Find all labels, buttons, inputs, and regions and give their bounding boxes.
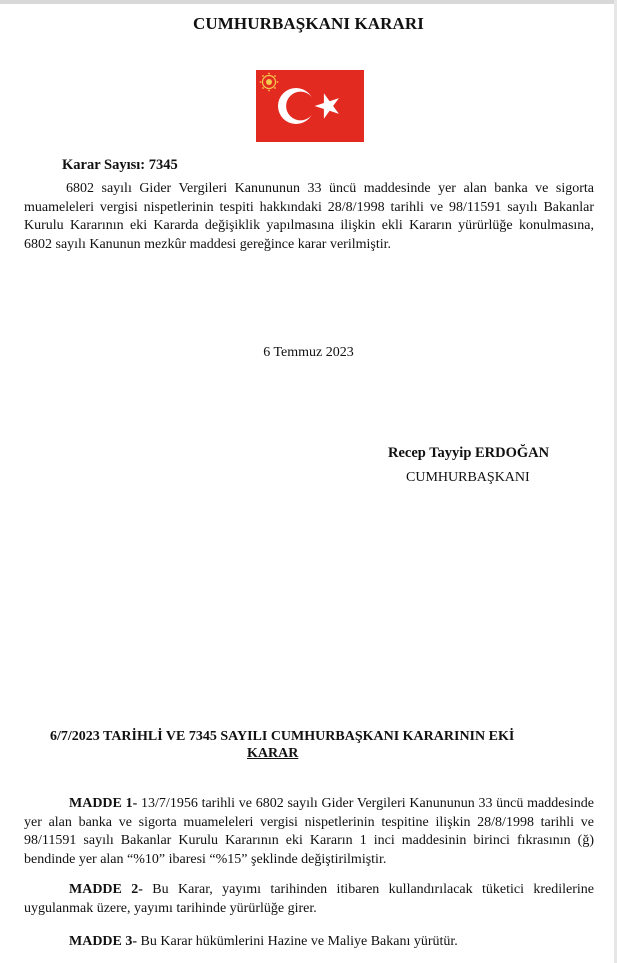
annex-heading-line2: KARAR (247, 746, 299, 761)
signer-title: CUMHURBAŞKANI (406, 470, 530, 485)
article-1 (24, 795, 594, 869)
decision-number: Karar Sayısı: 7345 (62, 157, 178, 173)
article-1-text: 13/7/1956 tarihli ve 6802 sayılı Gider Vergileri Kanununun 33 üncü maddesinde yer alan banka ve sigorta muameleleri vergisi nispetlerinin tespitine ilişkin 28/8/1998 tarihli ve 98/11591 sayılı Bakanlar Kurulu Kararının eki Kararın 1 inci maddesinin birinci fıkrasının (ğ) bendinde yer alan “%10” ibaresi “%15” şeklinde değiştirilmiştir. (24, 796, 595, 867)
page-top-edge (0, 0, 617, 4)
article-2-text: Bu Karar, yayımı tarihinden itibaren kullandırılacak tüketici kredilerine uygulanmak üzere, yayımı tarihinde yürürlüğe girer. (24, 882, 595, 916)
turkish-flag-icon (256, 70, 364, 142)
article-2-label: MADDE 2- (69, 882, 143, 897)
article-3-label: MADDE 3- (69, 934, 138, 949)
document-title: CUMHURBAŞKANI KARARI (192, 14, 425, 33)
article-2 (24, 881, 594, 918)
article-1-label: MADDE 1- (69, 796, 138, 811)
signer-name: Recep Tayyip ERDOĞAN (388, 445, 550, 461)
presidential-seal-icon (260, 73, 279, 92)
article-3-text: Bu Karar hükümlerini Hazine ve Maliye Bakanı yürütür. (140, 934, 458, 949)
intro-paragraph (24, 180, 594, 254)
intro-paragraph-text: 6802 sayılı Gider Vergileri Kanununun 33 üncü maddesinde yer alan banka ve sigorta muameleleri vergisi nispetlerinin tespiti hakkındaki 28/8/1998 tarihli ve 98/11591 sayılı Bakanlar Kurulu Kararının eki Kararda değişiklik yapılmasına ilişkin ekli Kararın yürürlüğe konulmasına, 6802 sayılı Kanunun mezkûr maddesi gereğince karar verilmiştir. (24, 181, 594, 252)
article-3 (24, 933, 594, 952)
annex-heading-line1: 6/7/2023 TARİHLİ VE 7345 SAYILI CUMHURBAŞKANI KARARININ EKİ (50, 729, 515, 744)
decision-date: 6 Temmuz 2023 (263, 345, 354, 360)
